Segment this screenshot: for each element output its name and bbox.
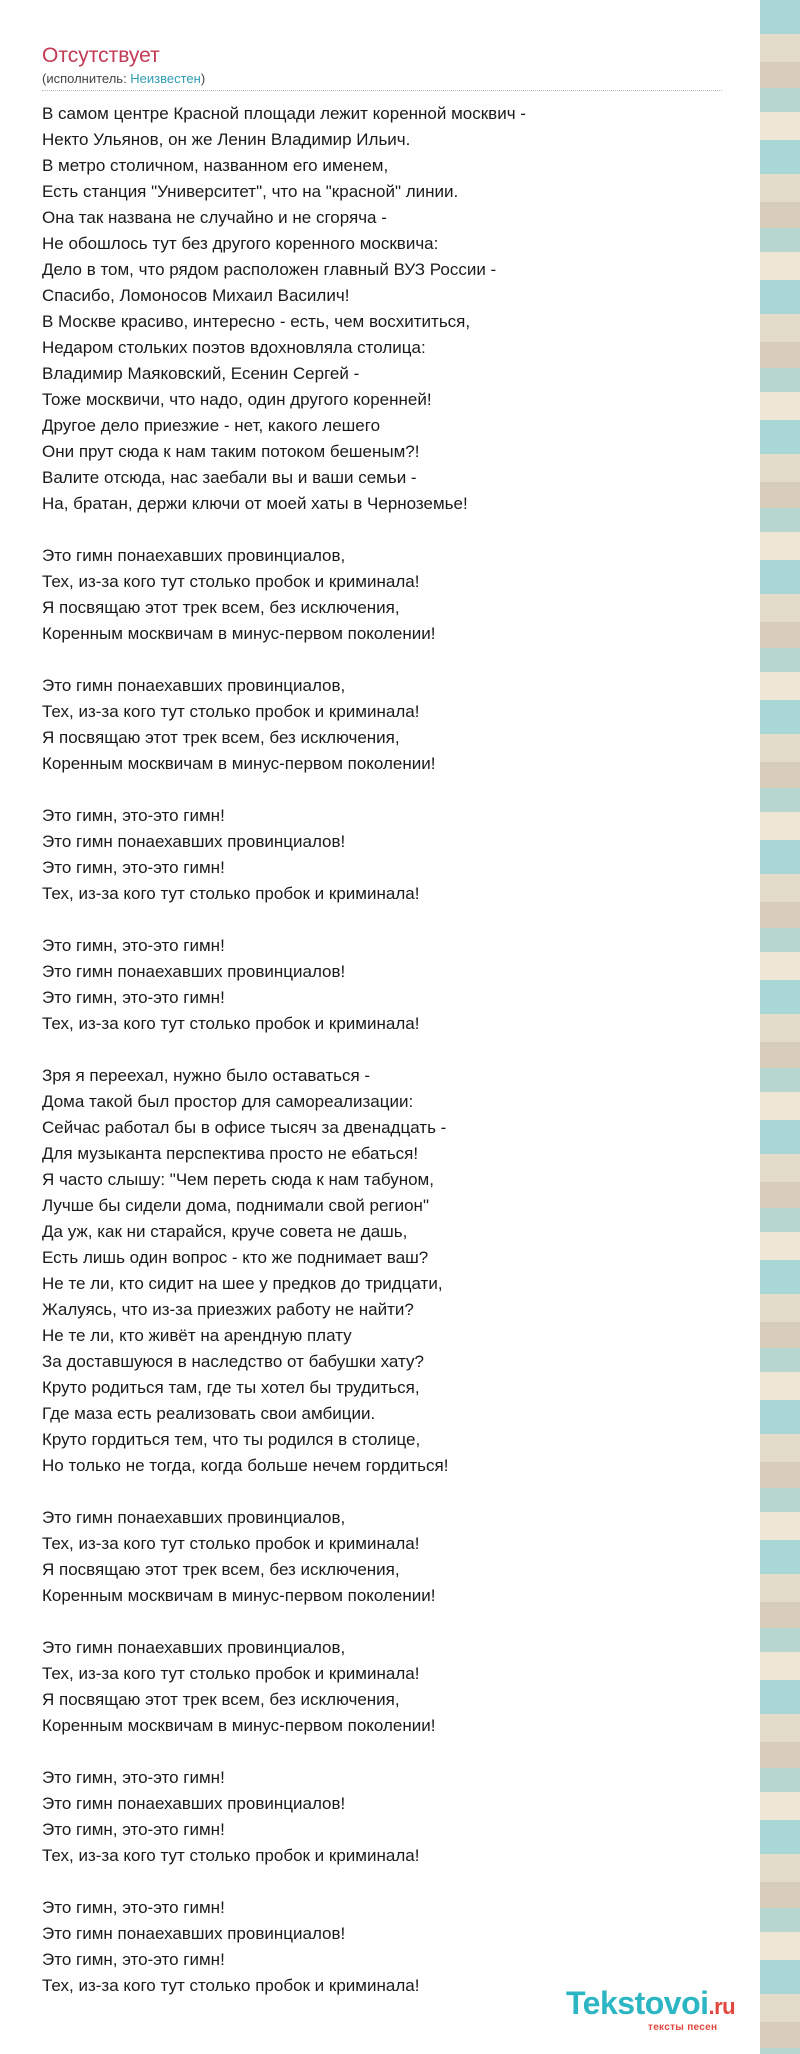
lyric-line: Не те ли, кто живёт на арендную плату	[42, 1326, 352, 1345]
logo-tld: .ru	[708, 1994, 736, 2019]
lyric-line: Круто родиться там, где ты хотел бы трудиться,	[42, 1378, 420, 1397]
lyric-line: За доставшуюся в наследство от бабушки хату?	[42, 1352, 424, 1371]
lyric-line: Да уж, как ни старайся, круче совета не дашь,	[42, 1222, 408, 1241]
lyric-line: Сейчас работал бы в офисе тысяч за двенадцать -	[42, 1118, 447, 1137]
lyric-line: Не обошлось тут без другого коренного москвича:	[42, 234, 439, 253]
lyric-line: Тех, из-за кого тут столько пробок и криминала!	[42, 572, 420, 591]
lyric-line: Тех, из-за кого тут столько пробок и криминала!	[42, 702, 420, 721]
lyric-line: Дома такой был простор для самореализации:	[42, 1092, 414, 1111]
artist-link[interactable]: Неизвестен	[130, 71, 201, 86]
lyric-line: Другое дело приезжие - нет, какого лешего	[42, 416, 381, 435]
lyric-line: Это гимн понаехавших провинциалов,	[42, 546, 346, 565]
lyric-line: Тех, из-за кого тут столько пробок и криминала!	[42, 1846, 420, 1865]
lyric-line: Это гимн понаехавших провинциалов,	[42, 1638, 346, 1657]
lyric-line: Я часто слышу: "Чем переть сюда к нам табуном,	[42, 1170, 434, 1189]
lyric-line: Для музыканта перспектива просто не ебаться!	[42, 1144, 419, 1163]
lyric-line: Есть лишь один вопрос - кто же поднимает ваш?	[42, 1248, 429, 1267]
lyric-line: Это гимн понаехавших провинциалов,	[42, 676, 346, 695]
artist-line	[42, 70, 722, 91]
lyric-line: Я посвящаю этот трек всем, без исключения,	[42, 728, 400, 747]
stanza	[42, 1635, 760, 1739]
lyric-line: Я посвящаю этот трек всем, без исключения,	[42, 1560, 400, 1579]
lyric-line: В метро столичном, названном его именем,	[42, 156, 389, 175]
stanza	[42, 101, 760, 517]
lyric-line: Недаром стольких поэтов вдохновляла столица:	[42, 338, 426, 357]
lyric-line: Зря я переехал, нужно было оставаться -	[42, 1066, 371, 1085]
lyric-line: Это гимн, это-это гимн!	[42, 1820, 225, 1839]
lyric-line: Есть станция "Университет", что на "красной" линии.	[42, 182, 459, 201]
lyric-line: Тех, из-за кого тут столько пробок и криминала!	[42, 1014, 420, 1033]
stanza	[42, 1063, 760, 1479]
lyric-line: Это гимн, это-это гимн!	[42, 858, 225, 877]
site-logo[interactable]	[566, 1986, 735, 2024]
lyric-line: Тех, из-за кого тут столько пробок и криминала!	[42, 884, 420, 903]
lyric-line: Это гимн, это-это гимн!	[42, 988, 225, 1007]
lyrics-body	[42, 101, 760, 1999]
lyric-line: Это гимн понаехавших провинциалов!	[42, 832, 346, 851]
lyric-line: Коренным москвичам в минус-первом поколении!	[42, 1716, 436, 1735]
stanza	[42, 1505, 760, 1609]
lyric-line: Тоже москвичи, что надо, один другого коренней!	[42, 390, 432, 409]
lyric-line: Они прут сюда к нам таким потоком бешеным?!	[42, 442, 420, 461]
lyric-line: Это гимн, это-это гимн!	[42, 1768, 225, 1787]
artist-suffix: )	[200, 71, 206, 86]
artist-prefix: (исполнитель:	[42, 71, 131, 86]
lyric-line: На, братан, держи ключи от моей хаты в Черноземье!	[42, 494, 468, 513]
lyric-line: Коренным москвичам в минус-первом поколении!	[42, 754, 436, 773]
lyric-line: Я посвящаю этот трек всем, без исключения,	[42, 598, 400, 617]
lyric-line: Где маза есть реализовать свои амбиции.	[42, 1404, 376, 1423]
lyric-line: Это гимн понаехавших провинциалов,	[42, 1508, 346, 1527]
lyric-line: Тех, из-за кого тут столько пробок и криминала!	[42, 1534, 420, 1553]
lyric-line: В самом центре Красной площади лежит коренной москвич -	[42, 104, 526, 123]
lyric-line: Коренным москвичам в минус-первом поколении!	[42, 1586, 436, 1605]
lyric-line: Лучше бы сидели дома, поднимали свой регион"	[42, 1196, 429, 1215]
stanza	[42, 1895, 760, 1999]
lyric-line: Дело в том, что рядом расположен главный ВУЗ России -	[42, 260, 497, 279]
lyric-line: Это гимн понаехавших провинциалов!	[42, 962, 346, 981]
logo-name: Tekstovoi	[566, 1985, 709, 2021]
lyric-line: Тех, из-за кого тут столько пробок и криминала!	[42, 1664, 420, 1683]
stanza	[42, 933, 760, 1037]
lyric-line: Тех, из-за кого тут столько пробок и криминала!	[42, 1976, 420, 1995]
lyric-line: Круто гордиться тем, что ты родился в столице,	[42, 1430, 421, 1449]
stanza	[42, 803, 760, 907]
lyric-line: В Москве красиво, интересно - есть, чем восхититься,	[42, 312, 471, 331]
lyric-line: Жалуясь, что из-за приезжих работу не найти?	[42, 1300, 414, 1319]
lyric-line: Это гимн, это-это гимн!	[42, 936, 225, 955]
stanza	[42, 1765, 760, 1869]
lyric-line: Это гимн, это-это гимн!	[42, 806, 225, 825]
lyric-line: Не те ли, кто сидит на шее у предков до тридцати,	[42, 1274, 443, 1293]
lyric-line: Спасибо, Ломоносов Михаил Василич!	[42, 286, 350, 305]
lyric-line: Коренным москвичам в минус-первом поколении!	[42, 624, 436, 643]
song-title: Отсутствует	[42, 44, 160, 67]
lyric-line: Это гимн, это-это гимн!	[42, 1950, 225, 1969]
stanza	[42, 543, 760, 647]
lyric-line: Она так названа не случайно и не сгоряча -	[42, 208, 387, 227]
lyric-line: Это гимн, это-это гимн!	[42, 1898, 225, 1917]
lyric-line: Некто Ульянов, он же Ленин Владимир Ильич.	[42, 130, 411, 149]
lyric-line: Я посвящаю этот трек всем, без исключения,	[42, 1690, 400, 1709]
logo-tagline: тексты песен	[648, 2022, 718, 2033]
stanza	[42, 673, 760, 777]
lyric-line: Валите отсюда, нас заебали вы и ваши семьи -	[42, 468, 417, 487]
lyric-line: Но только не тогда, когда больше нечем гордиться!	[42, 1456, 449, 1475]
lyric-line: Это гимн понаехавших провинциалов!	[42, 1794, 346, 1813]
lyric-line: Это гимн понаехавших провинциалов!	[42, 1924, 346, 1943]
lyric-line: Владимир Маяковский, Есенин Сергей -	[42, 364, 360, 383]
